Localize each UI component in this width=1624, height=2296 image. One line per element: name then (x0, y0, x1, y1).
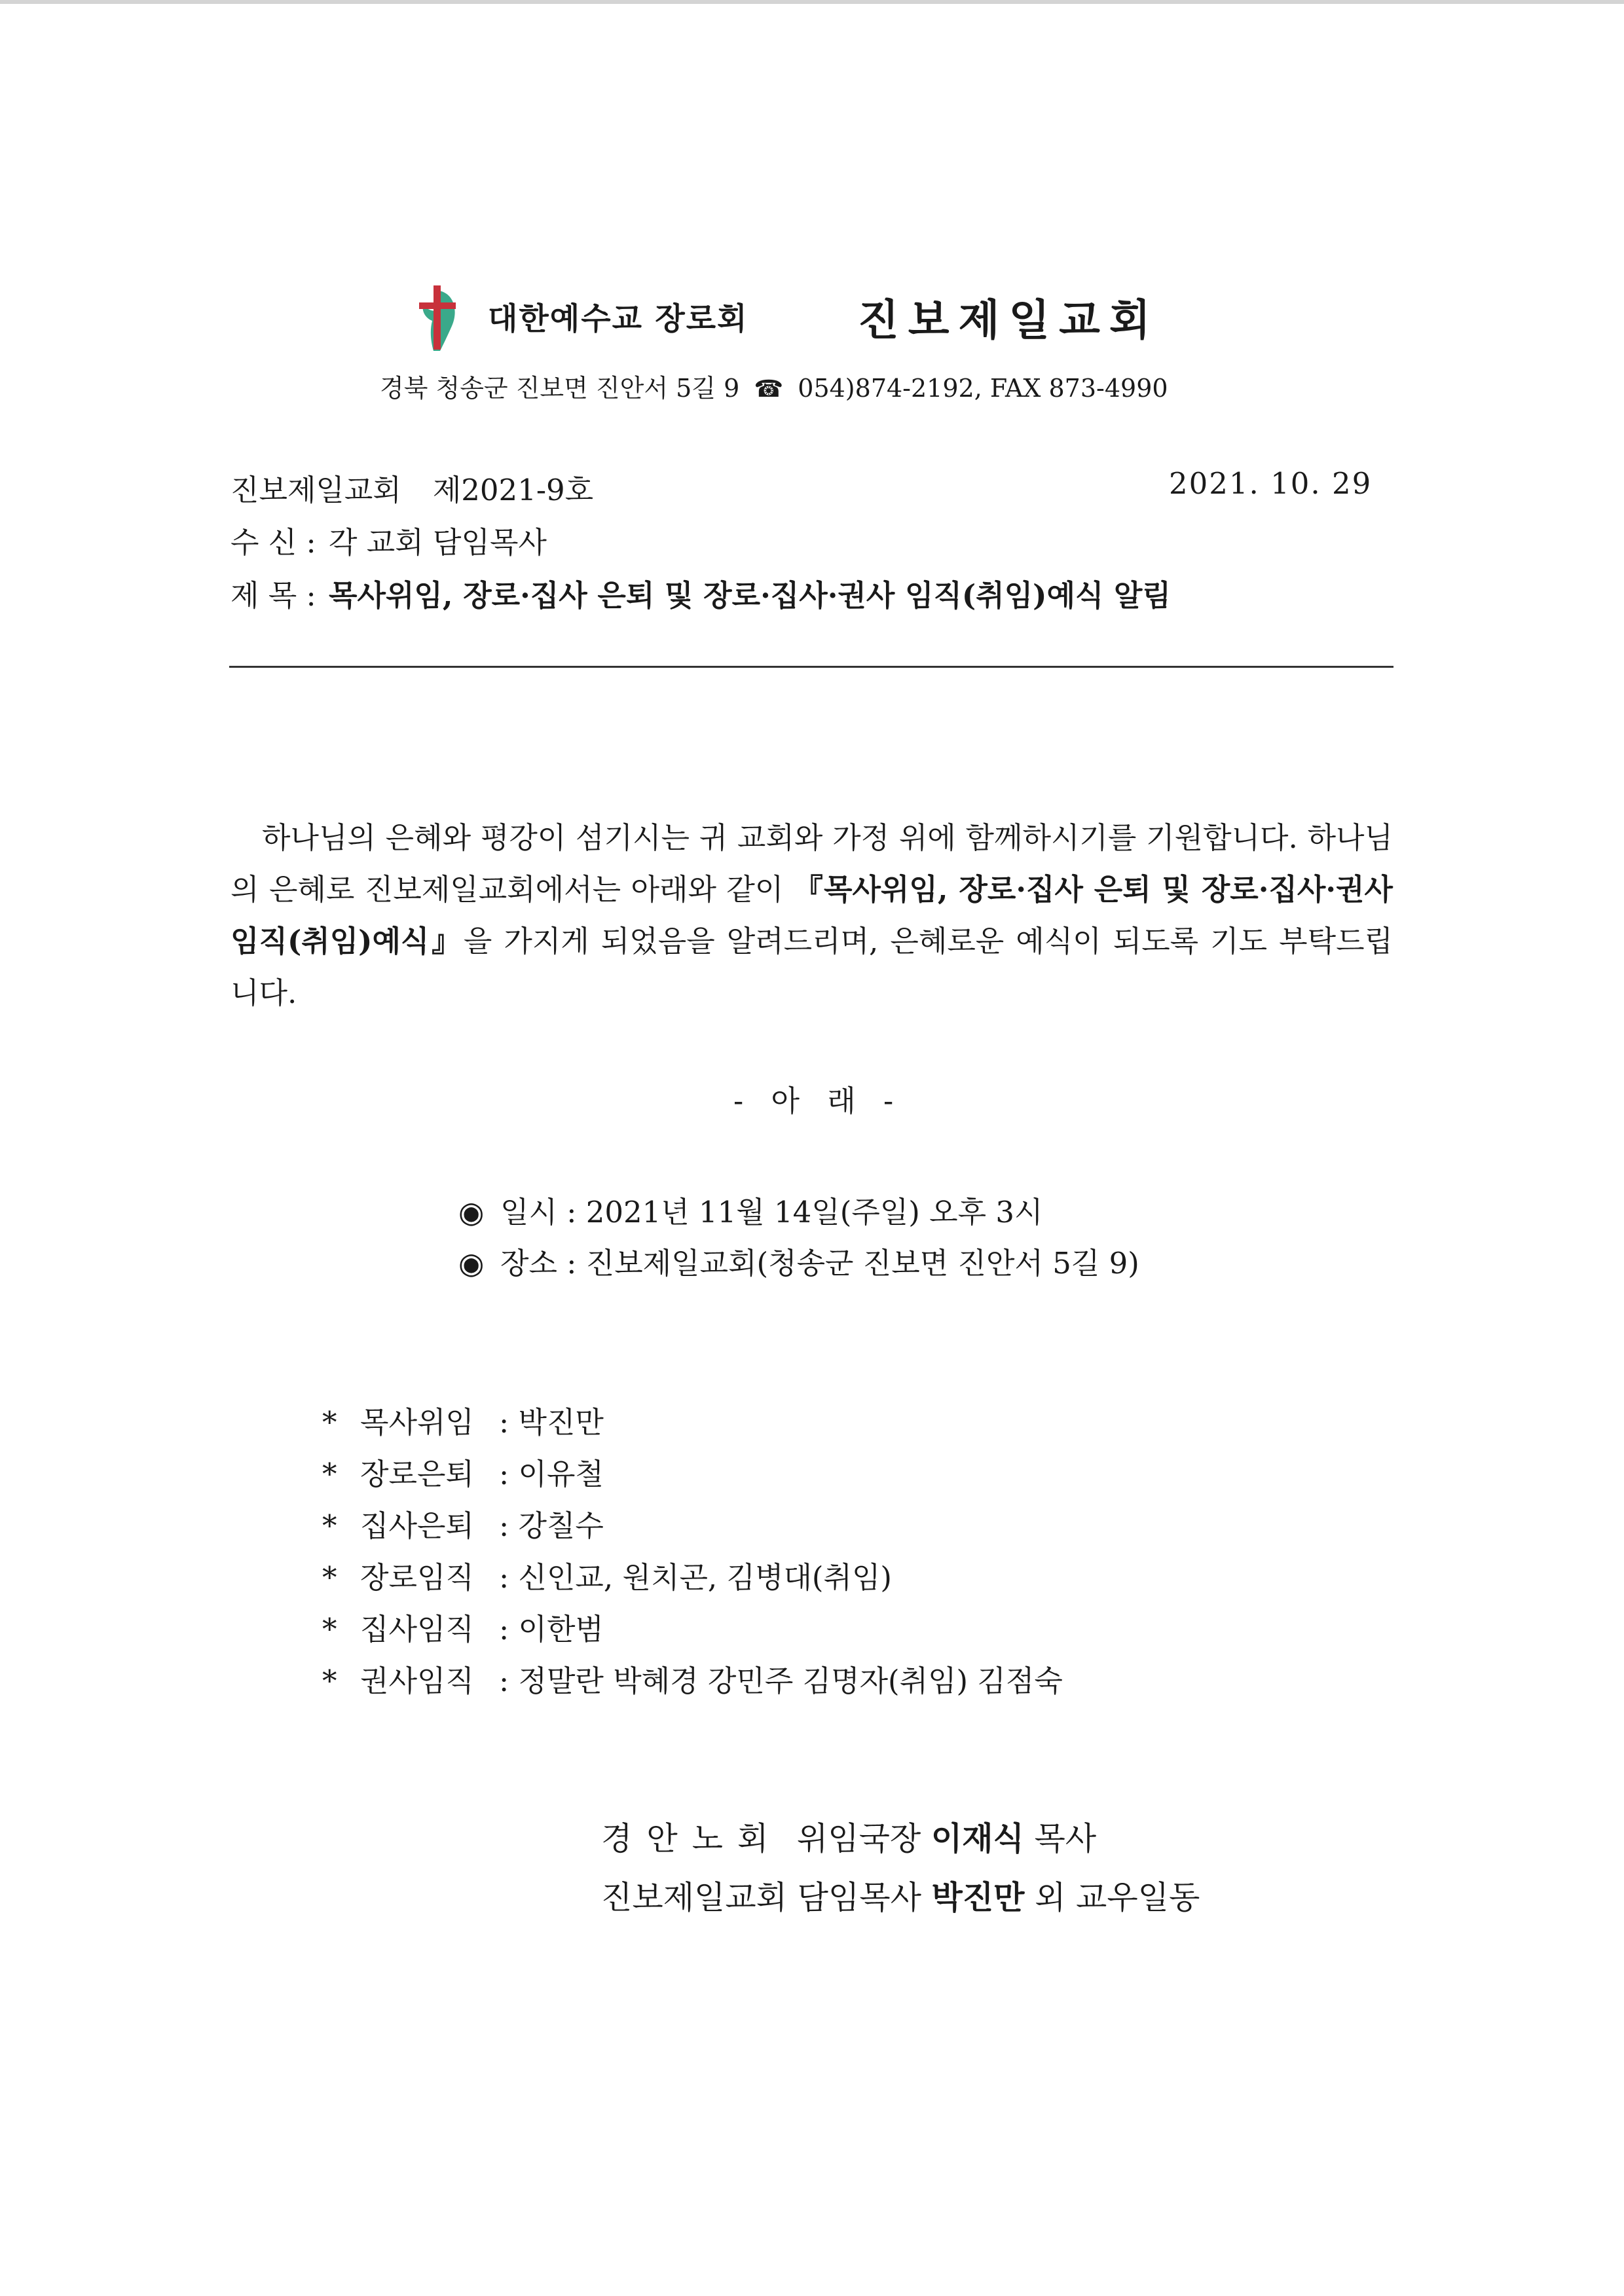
signer-name: 이재식 (931, 1819, 1024, 1857)
body-paragraph (231, 812, 1393, 1019)
role: 권사임직 (360, 1664, 474, 1698)
signature-line-presbytery (601, 1813, 1096, 1859)
list-item (322, 1450, 1063, 1502)
subject-line (231, 572, 1171, 614)
bullet-icon: ◉ (458, 1246, 485, 1281)
names: 이유철 (518, 1457, 604, 1491)
role: 장로은퇴 (360, 1457, 474, 1491)
scan-edge (0, 0, 1624, 4)
list-item (322, 1502, 1063, 1554)
church-logo-icon (414, 285, 464, 352)
recipient-line (231, 519, 547, 561)
names: 신인교, 원치곤, 김병대(취임) (518, 1560, 892, 1595)
bullet-icon: ◉ (458, 1195, 485, 1230)
role: 집사임직 (360, 1612, 474, 1647)
committee-title: 위임국장 (796, 1820, 921, 1857)
telephone-icon: ☎ (754, 376, 784, 403)
datetime-value: 2021년 11월 14일(주일) 오후 3시 (585, 1195, 1043, 1230)
names: 정말란 박혜경 강민주 김명자(취임) 김점숙 (518, 1664, 1063, 1698)
separator: : (499, 1508, 509, 1543)
recipient-label: 수 신 : (231, 525, 316, 560)
recipient: 각 교회 담임목사 (329, 525, 547, 560)
names: 박진만 (518, 1405, 604, 1440)
issuer: 진보제일교회 (231, 473, 401, 507)
signature-line-church (601, 1872, 1200, 1918)
denomination-name: 대한예수교 장로회 (488, 301, 748, 337)
bullet-star: * (322, 1508, 337, 1543)
church-name-sign: 진보제일교회 (601, 1879, 788, 1916)
church-name: 진보제일교회 (858, 295, 1160, 345)
separator: : (499, 1664, 509, 1698)
names: 강칠수 (518, 1508, 604, 1543)
contact-numbers: 054)874-2192, FAX 873-4990 (798, 374, 1168, 403)
signer-suffix: 목사 (1034, 1820, 1097, 1857)
bullet-star: * (322, 1405, 337, 1440)
place-value: 진보제일교회(청송군 진보면 진안서 5길 9) (585, 1246, 1139, 1281)
ceremony-title: 『목사위임, 장로·집사 은퇴 및 장로·집사·권사 임직(취임)예식』 (231, 872, 1393, 958)
subject-label: 제 목 : (231, 578, 316, 613)
separator: : (499, 1560, 509, 1595)
separator: : (499, 1457, 509, 1491)
list-item (322, 1657, 1063, 1709)
role: 집사은퇴 (360, 1508, 474, 1543)
subject: 목사위임, 장로·집사 은퇴 및 장로·집사·권사 임직(취임)예식 알림 (329, 578, 1172, 613)
place-label: 장소 : (500, 1246, 577, 1281)
bullet-star: * (322, 1457, 337, 1491)
church-address-line (380, 368, 1168, 404)
document-number-line (231, 466, 593, 509)
role: 목사위임 (360, 1405, 474, 1440)
list-item (322, 1605, 1063, 1657)
bullet-star: * (322, 1560, 337, 1595)
separator: : (499, 1405, 509, 1440)
document-number: 제2021-9호 (432, 473, 594, 507)
body-text: 하나님의 은혜와 평강이 섬기시는 귀 교회와 가정 위에 함께하시기를 기원합니다. 하나님의 은혜로 진보제일교회에서는 아래와 같이 (231, 820, 1393, 907)
pastor-title: 담임목사 (797, 1879, 921, 1916)
pastor-name: 박진만 (931, 1878, 1025, 1916)
event-place (458, 1239, 1139, 1282)
congregation-suffix: 외 교우일동 (1035, 1879, 1200, 1916)
bullet-star: * (322, 1612, 337, 1647)
body-text-tail: 을 가지게 되었음을 알려드리며, 은혜로운 예식이 되도록 기도 부탁드립니다. (231, 924, 1393, 1010)
role: 장로임직 (360, 1560, 474, 1595)
address: 경북 청송군 진보면 진안서 5길 9 (380, 374, 740, 403)
datetime-label: 일시 : (500, 1195, 577, 1230)
list-item (322, 1398, 1063, 1450)
separator: : (499, 1612, 509, 1647)
ordination-roster (322, 1398, 1063, 1709)
presbytery-name: 경안노회 (601, 1820, 783, 1857)
bullet-star: * (322, 1664, 337, 1698)
notice-heading: - 아 래 - (733, 1084, 903, 1118)
names: 이한범 (518, 1612, 604, 1647)
event-datetime (458, 1188, 1043, 1231)
list-item (322, 1554, 1063, 1605)
header-divider (229, 666, 1393, 668)
document-date: 2021. 10. 29 (1169, 466, 1373, 501)
